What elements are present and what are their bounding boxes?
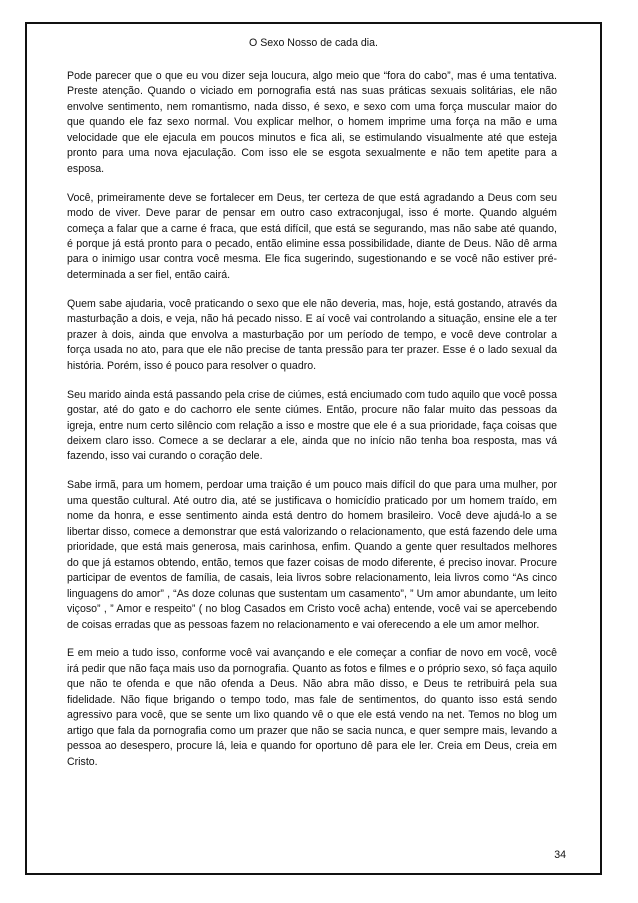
page-frame: [25, 22, 602, 875]
paragraph: E em meio a tudo isso, conforme você vai avançando e ele começar a confiar de novo em você, você irá pedir que não faça mais uso da pornografia. Quanto as fotos e filmes e o próprio sexo, só faça aquilo que não te ofenda e que não ofenda a Deus. Não abra mão disso, e Deus te retribuirá pela sua fidelidade. Não fique brigando o tempo todo, mas fale de sentimentos, do quanto isso está sendo agressivo para você, que se sente um lixo quando vê o que ele está vendo na net. Temos no blog um artigo que fala da pornografia como um prazer que não se sacia nunca, e quer sempre mais, levando a pessoa ao desespero, procure lá, leia e quando for oportuno dê para ele ler. Creia em Deus, creia em Cristo.: [67, 647, 557, 768]
paragraph: Você, primeiramente deve se fortalecer em Deus, ter certeza de que está agradando a Deus com seu modo de viver. Deve parar de pensar em outro caso extraconjugal, isso é morte. Quando alguém começa a falar que a carne é fraca, que está difícil, que está se segurando, mas não sabe até quando, é porque já está pronto para o pecado, então elimine essa possibilidade, diante de Deus. Não dê arma para o inimigo usar contra você mesma. Ele fica sugerindo, sugestionando e se você não estiver pré-determinada a ser fiel, então cairá.: [67, 191, 557, 281]
page-header-title: O Sexo Nosso de cada dia.: [249, 37, 378, 49]
paragraph: Seu marido ainda está passando pela crise de ciúmes, está enciumado com tudo aquilo que você possa gostar, até do gato e do cachorro ele sente ciúmes. Então, procure não falar muito das pessoas da igreja, entre num certo silêncio com relação a isso e mostre que ele é a sua prioridade, faça coisas que deixem claro isso. Comece a se declarar a ele, ainda que no início não tenha boa resposta, mas vá fazendo, isso vai curando o coração dele.: [67, 388, 557, 463]
page-body: [67, 69, 557, 784]
paragraph: Quem sabe ajudaria, você praticando o sexo que ele não deveria, mas, hoje, está gostando, através da masturbação a dois, e veja, não há pecado nisso. E aí você vai controlando a situação, ensine ele a ter prazer à dois, ainda que envolva a masturbação por um período de tempo, e você deve controlar a força usada no ato, para que ele não precise de tanta pressão para ter prazer. Esse é o lado sexual da história. Porém, isso é pouco para resolver o quadro.: [67, 297, 557, 372]
paragraph: Pode parecer que o que eu vou dizer seja loucura, algo meio que “fora do cabo”, mas é uma tentativa. Preste atenção. Quando o viciado em pornografia está nas suas práticas sexuais solitárias, ele não envolve sentimento, nem romantismo, nada disso, é sexo, e sexo com uma força muscular maior do que quando ele faz sexo normal. Vou explicar melhor, o homem imprime uma força na mão e uma velocidade que ele ejacula em poucos minutos e fica ali, se estimulando visualmente até que esteja pronto para uma nova ejaculação. Com isso ele se esgota sexualmente e não tem apetite para a esposa.: [67, 70, 557, 175]
paragraph: Sabe irmã, para um homem, perdoar uma traição é um pouco mais difícil do que para uma mulher, por uma questão cultural. Até outro dia, até se justificava o homicídio praticado por um homem traído, em nome da honra, e esse sentimento ainda está dentro do homem brasileiro. Você deve ajudá-lo a se libertar disso, comece a demonstrar que está valorizando o relacionamento, que está fazendo dele uma prioridade, que está mais generosa, mais carinhosa, enfim. Quando a gente quer resultados melhores do que já estamos obtendo, então, temos que fazer coisas de modo diferente, é preciso inovar. Procure participar de eventos de família, de casais, leia livros sobre relacionamento, leia livros como “As cinco linguagens do amor” , “As doze colunas que sustentam um casamento”, ” Um amor abundante, um leito viçoso” , ” Amor e respeito” ( no blog Casados em Cristo você acha) entende, você vai se apercebendo de coisas erradas que as pessoas fazem no relacionamento e vai oferecendo a ele um amor melhor.: [67, 479, 557, 631]
page-number: 34: [554, 849, 566, 861]
